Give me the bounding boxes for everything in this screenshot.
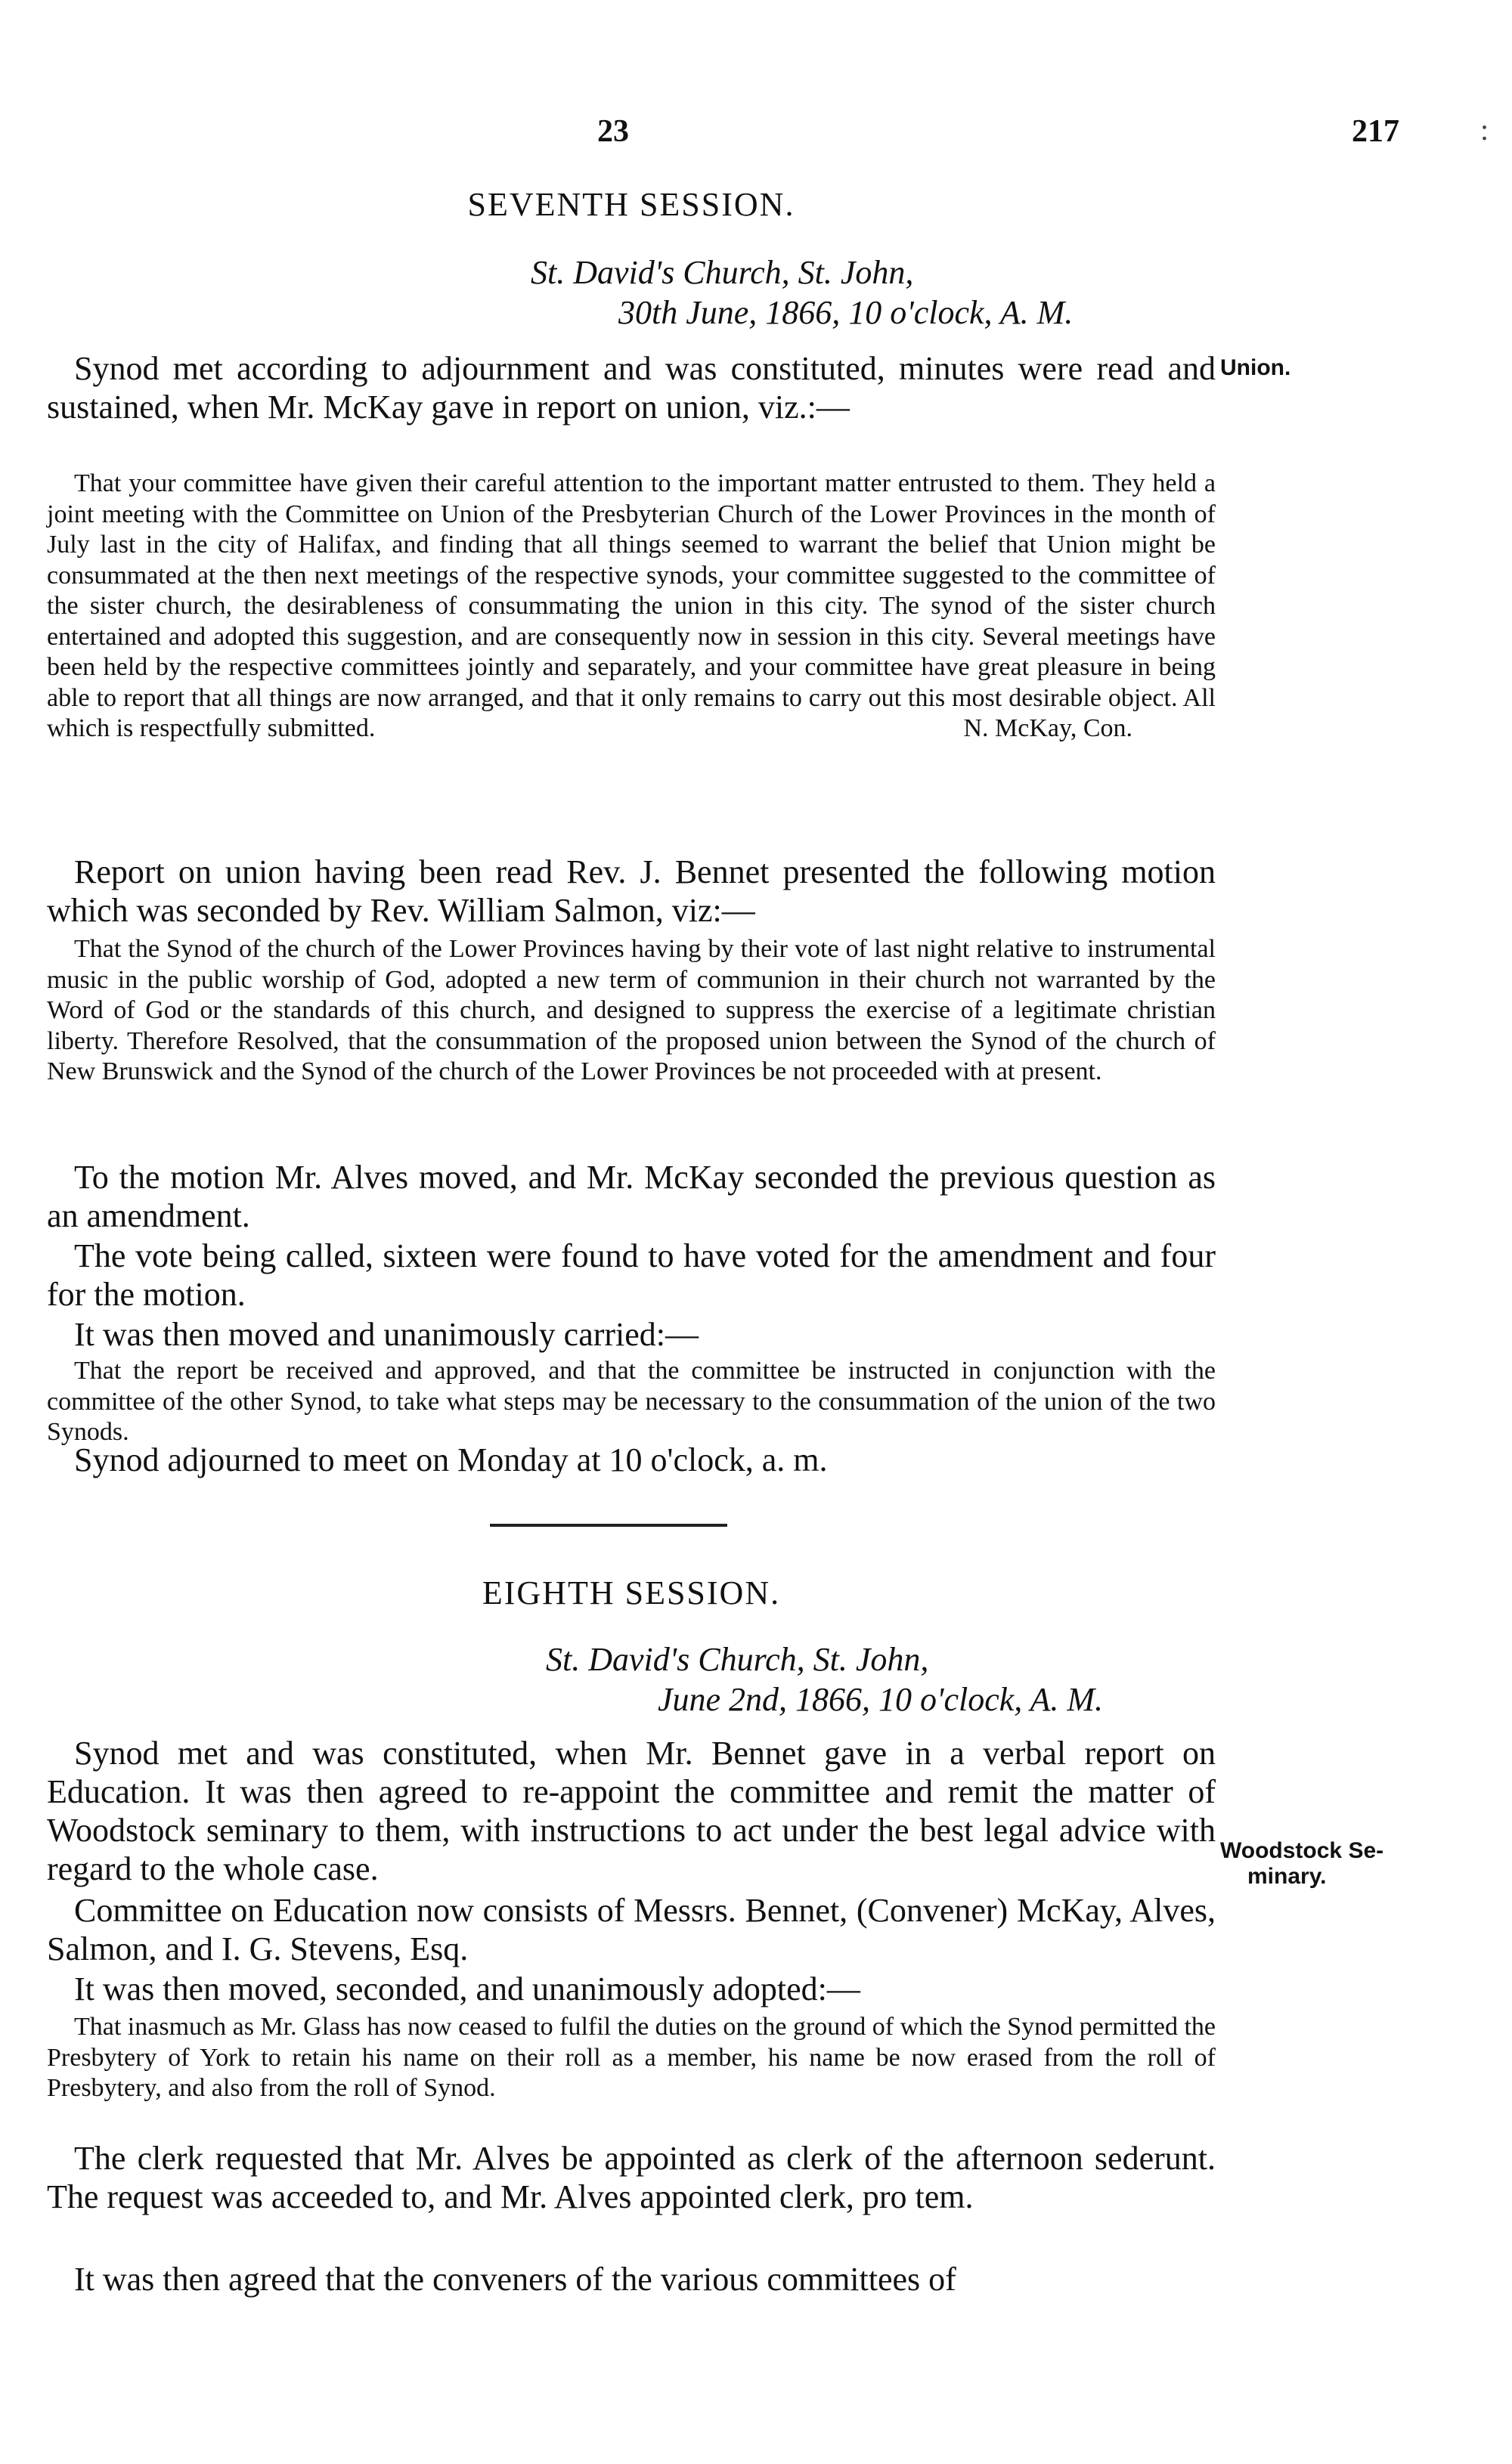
report-signature: N. McKay, Con.	[963, 714, 1132, 742]
amendment-paragraph	[47, 1158, 1216, 1235]
seventh-session-heading: SEVENTH SESSION.	[467, 186, 795, 223]
eighth-place-line1: St. David's Church, St. John,	[546, 1641, 929, 1678]
clerk-block	[47, 2139, 1216, 2216]
adjourned-paragraph	[47, 1441, 1216, 1479]
vote-paragraph	[47, 1237, 1216, 1314]
resolution-text	[47, 1356, 1216, 1448]
seventh-place-line1: St. David's Church, St. John,	[531, 254, 914, 291]
glass-block	[47, 2012, 1216, 2104]
amendment-block	[47, 1158, 1216, 1235]
motion-intro-block	[47, 853, 1216, 930]
margin-note-union: Union.	[1220, 355, 1291, 380]
moved-text: It was then moved, seconded, and unanimously adopted:—	[74, 1970, 860, 2007]
margin-note-woodstock-line1: Woodstock Se-	[1220, 1838, 1384, 1863]
adjourned-text: Synod adjourned to meet on Monday at 10 o'clock, a. m.	[74, 1441, 828, 1478]
union-report-block	[47, 469, 1216, 743]
union-report-body: That your committee have given their careful attention to the important matter entrusted to them. They held a joint meeting with the Committee on Union of the Presbyterian Church of the Lower Provinces in the month of July last in the city of Halifax, and finding that all things seemed to warrant the belief that Union might be consummated at the then next meetings of the respective synods, your committee suggested to the committee of the sister church, the desirableness of consummating the union in this city. The synod of the sister church entertained and adopted this suggestion, and are consequently now in session in this city. Several meetings have been held by the respective committees jointly and separately, and your committee have great pleasure in being able to report that all things are now arranged, and that it only remains to carry out this most desirable object. All which is respectfully submitted.	[47, 469, 1216, 742]
conveners-block	[47, 2260, 1216, 2298]
margin-mark: :	[1480, 113, 1489, 147]
carried-paragraph	[47, 1315, 1216, 1354]
adjourned-block	[47, 1441, 1216, 1479]
vote-text: The vote being called, sixteen were found to have voted for the amendment and four for the motion.	[47, 1237, 1216, 1313]
glass-text	[47, 2012, 1216, 2104]
eighth-session-heading-block	[47, 1574, 1216, 1612]
seventh-place-line2: 30th June, 1866, 10 o'clock, A. M.	[618, 294, 1074, 331]
union-report-text	[47, 469, 1216, 744]
page-number-left: 23	[597, 114, 629, 149]
moved-paragraph	[47, 1970, 1216, 2008]
resolution-body: That the report be received and approved, and that the committee be instructed in conjunction with the committee of the other Synod, to take what steps may be necessary to the consummation of the union of the two Synods.	[47, 1357, 1216, 1446]
margin-note-woodstock-line2: minary.	[1247, 1864, 1327, 1889]
eighth-session-heading: EIGHTH SESSION.	[482, 1574, 781, 1611]
glass-body: That inasmuch as Mr. Glass has now ceased to fulfil the duties on the ground of which the Synod permitted the Presbytery of York to retain his name on their roll as a member, his name be now erased from the roll of Presbytery, and also from the roll of Synod.	[47, 2013, 1216, 2102]
eighth-opening-text: Synod met and was constituted, when Mr. Bennet gave in a verbal report on Education. It was then agreed to re-appoint the committee and remit the matter of Woodstock seminary to them, with instructions to act under the best legal advice with regard to the whole case.	[47, 1735, 1216, 1887]
clerk-text: The clerk requested that Mr. Alves be appointed as clerk of the afternoon sederunt. The request was acceeded to, and Mr. Alves appointed clerk, pro tem.	[47, 2140, 1216, 2215]
resolution-block	[47, 1356, 1216, 1448]
amendment-text: To the motion Mr. Alves moved, and Mr. McKay seconded the previous question as an amendment.	[47, 1159, 1216, 1234]
carried-text: It was then moved and unanimously carried:—	[74, 1316, 699, 1353]
conveners-text: It was then agreed that the conveners of the various committees of	[74, 2261, 956, 2298]
page-number-right: 217	[1352, 114, 1399, 149]
eighth-opening-paragraph	[47, 1734, 1216, 1888]
moved-block	[47, 1970, 1216, 2008]
seventh-opening-block	[47, 349, 1216, 426]
committee-paragraph	[47, 1891, 1216, 1968]
motion-intro-text: Report on union having been read Rev. J. Bennet presented the following motion which was seconded by Rev. William Salmon, viz:—	[47, 853, 1216, 929]
seventh-opening-text: Synod met according to adjournment and was constituted, minutes were read and sustained, when Mr. McKay gave in report on union, viz.:—	[47, 350, 1216, 426]
seventh-session-place-block	[47, 253, 1216, 332]
section-divider	[490, 1524, 727, 1527]
motion-intro-paragraph	[47, 853, 1216, 930]
motion-block	[47, 934, 1216, 1088]
clerk-paragraph	[47, 2139, 1216, 2216]
vote-block	[47, 1237, 1216, 1314]
seventh-opening-paragraph	[47, 349, 1216, 426]
carried-block	[47, 1315, 1216, 1354]
committee-block	[47, 1891, 1216, 1968]
seventh-session-heading-block	[47, 185, 1216, 224]
eighth-place-line2: June 2nd, 1866, 10 o'clock, A. M.	[658, 1681, 1104, 1718]
margin-note-woodstock	[1220, 1838, 1383, 1890]
eighth-session-place-block	[47, 1640, 1216, 1719]
eighth-opening-block	[47, 1734, 1216, 1888]
motion-body: That the Synod of the church of the Lower Provinces having by their vote of last night relative to instrumental music in the public worship of God, adopted a new term of communion in their church not warranted by the Word of God or the standards of this church, and designed to suppress the exercise of a legitimate christian liberty. Therefore Resolved, that the consummation of the proposed union between the Synod of the church of New Brunswick and the Synod of the church of the Lower Provinces be not proceeded with at present.	[47, 935, 1216, 1085]
conveners-paragraph	[47, 2260, 1216, 2298]
motion-text	[47, 934, 1216, 1088]
committee-text: Committee on Education now consists of Messrs. Bennet, (Convener) McKay, Alves, Salmon, and I. G. Stevens, Esq.	[47, 1892, 1216, 1967]
